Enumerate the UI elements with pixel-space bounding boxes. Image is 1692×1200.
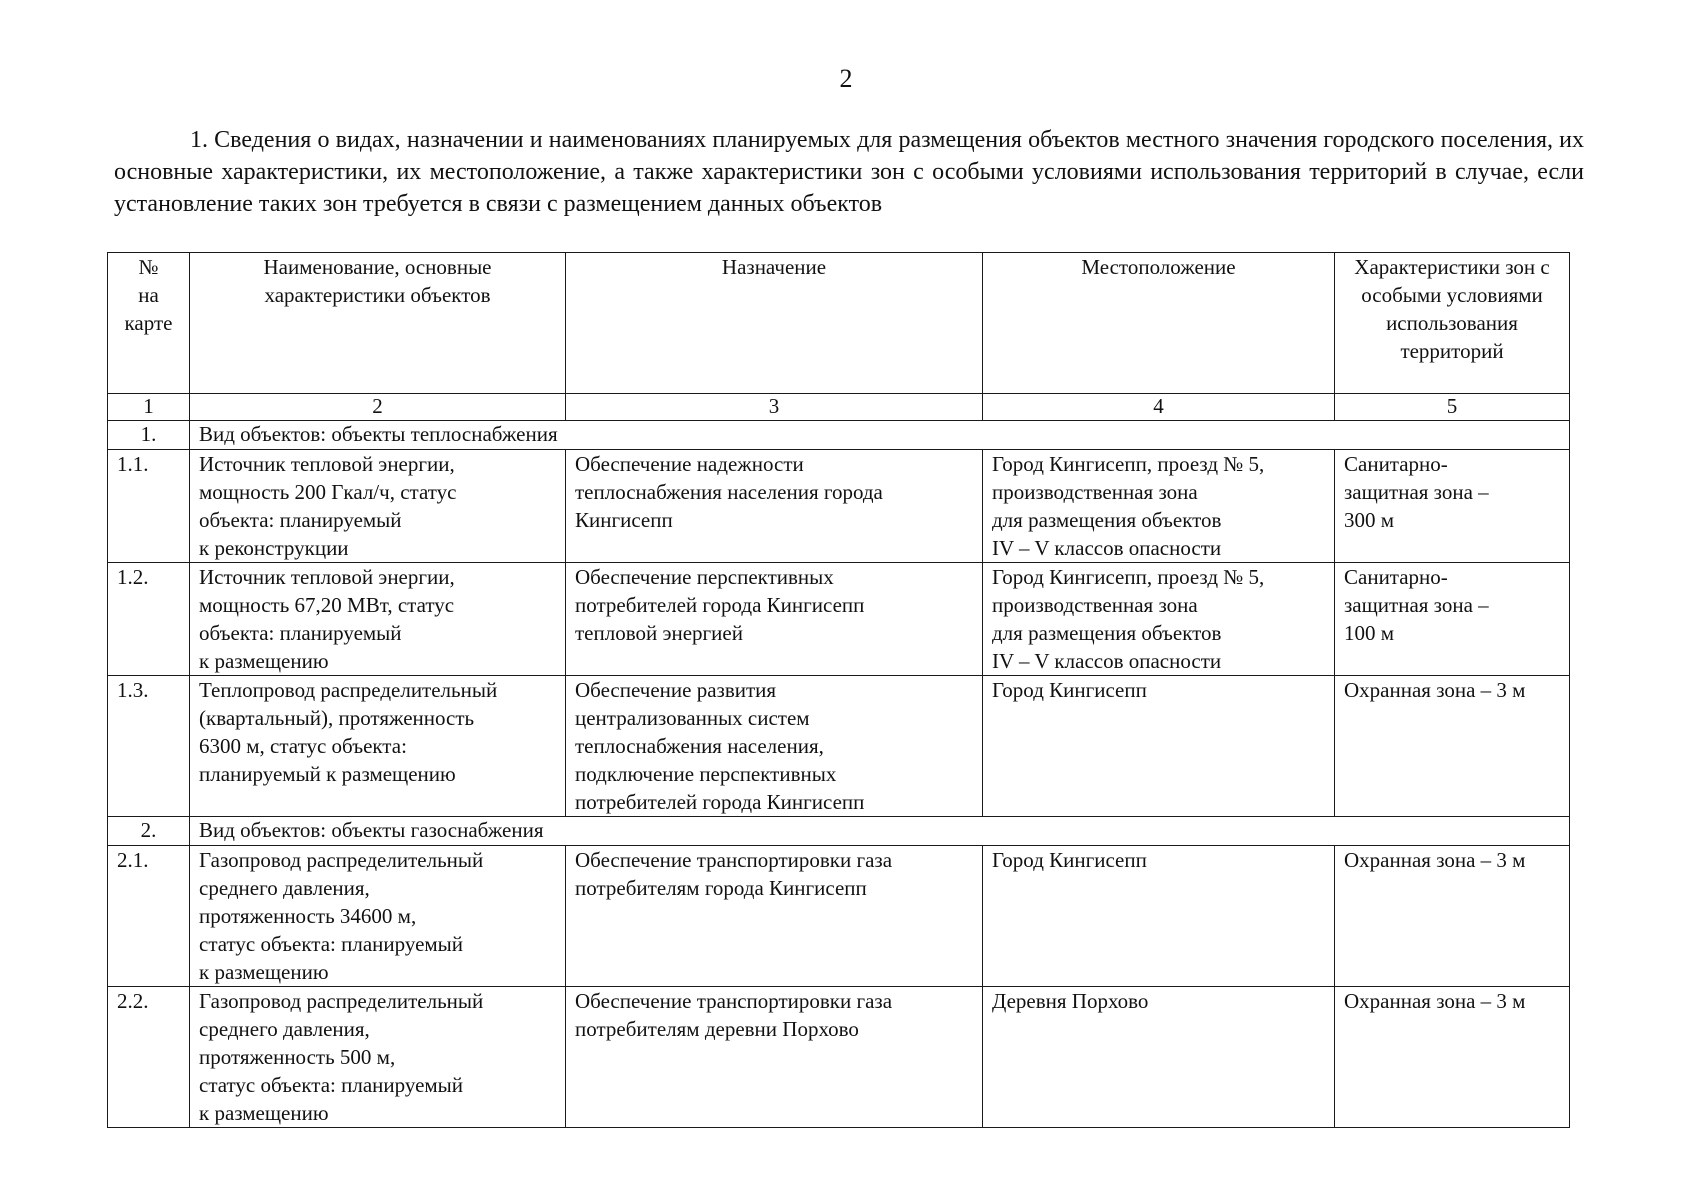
objects-table <box>107 252 1570 1128</box>
row-number: 2.1. <box>108 846 190 987</box>
object-location: Деревня Порхово <box>983 987 1335 1128</box>
table-row <box>108 676 1570 817</box>
object-purpose: Обеспечение транспортировки газа потребителям деревни Порхово <box>566 987 983 1128</box>
object-purpose: Обеспечение транспортировки газа потребителям города Кингисепп <box>566 846 983 987</box>
column-number: 2 <box>190 394 566 421</box>
object-name: Теплопровод распределительный (квартальный), протяженность 6300 м, статус объекта: планируемый к размещению <box>190 676 566 817</box>
object-name: Источник тепловой энергии, мощность 67,20 МВт, статус объекта: планируемый к размещению <box>190 563 566 676</box>
group-row-heat <box>108 421 1570 450</box>
header-map-number: № на карте <box>108 253 190 394</box>
column-number-row <box>108 394 1570 421</box>
row-number: 1.3. <box>108 676 190 817</box>
header-zone: Характеристики зон с особыми условиями использования территорий <box>1335 253 1570 394</box>
column-number: 4 <box>983 394 1335 421</box>
group-number: 2. <box>108 817 190 846</box>
row-number: 1.1. <box>108 450 190 563</box>
object-zone: Охранная зона – 3 м <box>1335 846 1570 987</box>
object-name: Газопровод распределительный среднего давления, протяженность 34600 м, статус объекта: планируемый к размещению <box>190 846 566 987</box>
object-zone: Охранная зона – 3 м <box>1335 987 1570 1128</box>
object-location: Город Кингисепп <box>983 846 1335 987</box>
object-zone: Санитарно- защитная зона – 300 м <box>1335 450 1570 563</box>
object-name: Источник тепловой энергии, мощность 200 Гкал/ч, статус объекта: планируемый к реконструкции <box>190 450 566 563</box>
group-title: Вид объектов: объекты теплоснабжения <box>190 421 1570 450</box>
object-purpose: Обеспечение перспективных потребителей города Кингисепп тепловой энергией <box>566 563 983 676</box>
object-zone: Санитарно- защитная зона – 100 м <box>1335 563 1570 676</box>
table-row <box>108 563 1570 676</box>
group-row-gas <box>108 817 1570 846</box>
column-number: 1 <box>108 394 190 421</box>
column-number: 3 <box>566 394 983 421</box>
row-number: 1.2. <box>108 563 190 676</box>
header-purpose: Назначение <box>566 253 983 394</box>
header-name: Наименование, основные характеристики объектов <box>190 253 566 394</box>
header-location: Местоположение <box>983 253 1335 394</box>
object-location: Город Кингисепп <box>983 676 1335 817</box>
object-location: Город Кингисепп, проезд № 5, производственная зона для размещения объектов IV – V классов опасности <box>983 563 1335 676</box>
table-row <box>108 987 1570 1128</box>
column-number: 5 <box>1335 394 1570 421</box>
object-location: Город Кингисепп, проезд № 5, производственная зона для размещения объектов IV – V классов опасности <box>983 450 1335 563</box>
group-number: 1. <box>108 421 190 450</box>
table-row <box>108 450 1570 563</box>
page-number: 2 <box>839 64 853 93</box>
row-number: 2.2. <box>108 987 190 1128</box>
object-purpose: Обеспечение развития централизованных систем теплоснабжения населения, подключение перспективных потребителей города Кингисепп <box>566 676 983 817</box>
table-header-row <box>108 253 1570 394</box>
section-intro: 1. Сведения о видах, назначении и наименованиях планируемых для размещения объектов местного значения городского поселения, их основные характеристики, их местоположение, а также характеристики зон с особыми условиями использования территорий в случае, если установление таких зон требуется в связи с размещением данных объектов <box>114 127 1584 217</box>
object-purpose: Обеспечение надежности теплоснабжения населения города Кингисепп <box>566 450 983 563</box>
object-name: Газопровод распределительный среднего давления, протяженность 500 м, статус объекта: планируемый к размещению <box>190 987 566 1128</box>
table-row <box>108 846 1570 987</box>
group-title: Вид объектов: объекты газоснабжения <box>190 817 1570 846</box>
object-zone: Охранная зона – 3 м <box>1335 676 1570 817</box>
